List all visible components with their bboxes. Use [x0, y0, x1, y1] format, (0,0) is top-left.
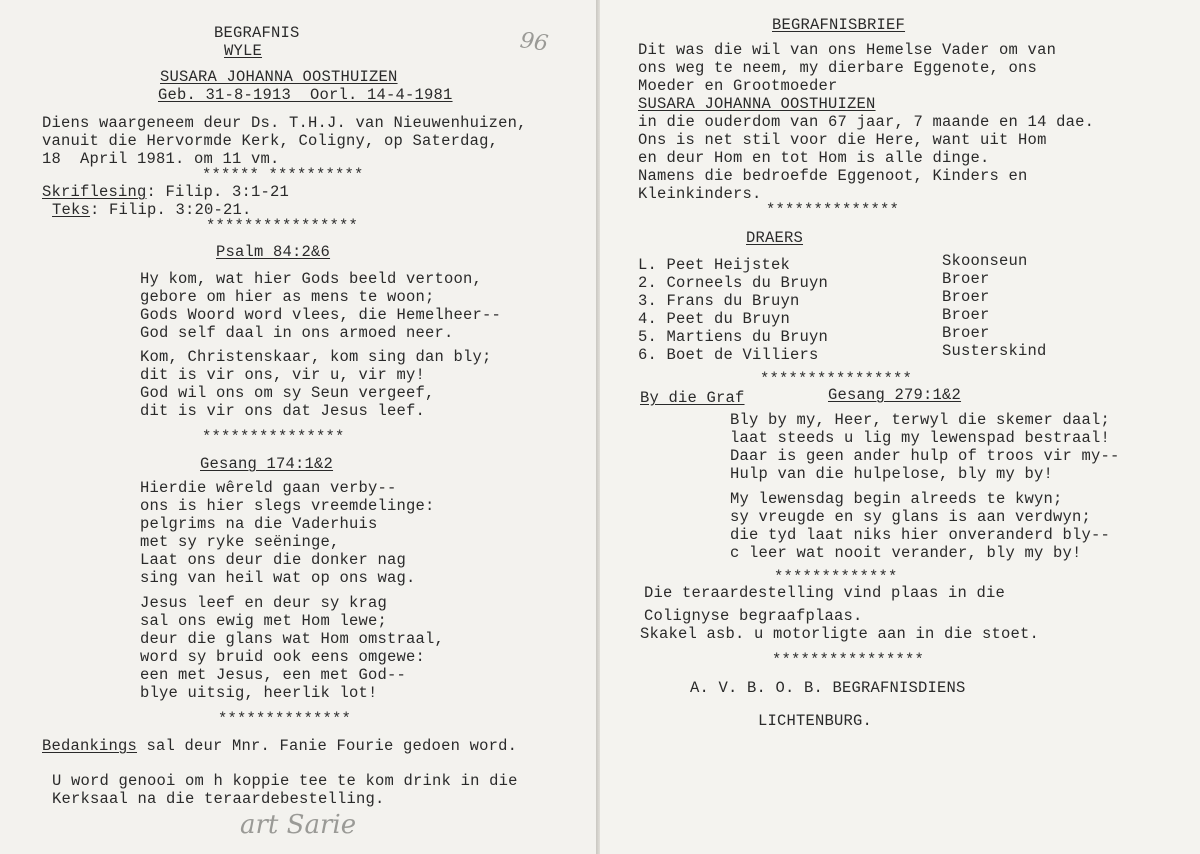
- bearer-relation: Skoonseun: [942, 252, 1028, 270]
- grave-hymn-title: Gesang 279:1&2: [828, 386, 962, 404]
- letter-line: in die ouderdom van 67 jaar, 7 maande en 14 dae.: [638, 113, 1095, 131]
- psalm-line: God wil ons om sy Seun vergeef,: [140, 384, 435, 402]
- invite-line: U word genooi om h koppie tee te kom drink in die: [52, 772, 518, 790]
- burial-line: Skakel asb. u motorligte aan in die stoet.: [640, 625, 1040, 643]
- gesang-line: blye uitsig, heerlik lot!: [140, 684, 378, 702]
- sermon-text-value: : Filip. 3:20-21.: [90, 201, 252, 219]
- deceased-name: SUSARA JOHANNA OOSTHUIZEN: [160, 68, 398, 86]
- letter-title: BEGRAFNISBRIEF: [772, 16, 906, 34]
- undertaker-name: A. V. B. O. B. BEGRAFNISDIENS: [690, 679, 966, 697]
- service-line: 18 April 1981. om 11 vm.: [42, 150, 280, 168]
- hymn-line: Daar is geen ander hulp of troos vir my--: [730, 447, 1120, 465]
- hymn-line: laat steeds u lig my lewenspad bestraal!: [730, 429, 1111, 447]
- burial-line: Die teraardestelling vind plaas in die: [644, 584, 1006, 602]
- letter-line: Namens die bedroefde Eggenoot, Kinders en: [638, 167, 1028, 185]
- grave-label: By die Graf: [640, 389, 745, 407]
- gesang-line: Laat ons deur die donker nag: [140, 551, 407, 569]
- star-divider: ***************: [202, 428, 345, 446]
- star-divider: **************: [766, 201, 900, 219]
- title-begrafnis: BEGRAFNIS: [214, 24, 300, 42]
- bearer-relation: Broer: [942, 288, 990, 306]
- psalm-line: Hy kom, wat hier Gods beeld vertoon,: [140, 270, 483, 288]
- bearer-relation: Broer: [942, 270, 990, 288]
- service-line: vanuit die Hervormde Kerk, Coligny, op Saterdag,: [42, 132, 499, 150]
- hymn-line: sy vreugde en sy glans is aan verdwyn;: [730, 508, 1092, 526]
- gesang-line: Hierdie wêreld gaan verby--: [140, 479, 397, 497]
- title-wyle: WYLE: [224, 42, 263, 60]
- letter-line: Dit was die wil van ons Hemelse Vader om van: [638, 41, 1057, 59]
- psalm-line: dit is vir ons dat Jesus leef.: [140, 402, 426, 420]
- letter-line: Ons is net stil voor die Here, want uit Hom: [638, 131, 1047, 149]
- right-page: [600, 0, 1200, 854]
- bearer-name: 3. Frans du Bruyn: [638, 292, 800, 310]
- gesang-title: Gesang 174:1&2: [200, 455, 334, 473]
- sermon-text-label: Teks: [52, 201, 91, 219]
- letter-line: Moeder en Grootmoeder: [638, 77, 838, 95]
- gesang-line: sal ons ewig met Hom lewe;: [140, 612, 388, 630]
- gesang-line: pelgrims na die Vaderhuis: [140, 515, 378, 533]
- hymn-line: die tyd laat niks hier onveranderd bly--: [730, 526, 1111, 544]
- left-page: [0, 0, 596, 854]
- thanks-line: [42, 737, 517, 755]
- gesang-line: ons is hier slegs vreemdelinge:: [140, 497, 435, 515]
- gesang-line: met sy ryke seëninge,: [140, 533, 340, 551]
- letter-line: ons weg te neem, my dierbare Eggenote, ons: [638, 59, 1038, 77]
- bearers-title: DRAERS: [746, 229, 804, 247]
- bearer-name: 6. Boet de Villiers: [638, 346, 819, 364]
- scripture-reading-label: Skriflesing: [42, 183, 147, 201]
- psalm-title: Psalm 84:2&6: [216, 243, 331, 261]
- handwritten-note: art Sarie: [240, 810, 357, 840]
- gesang-line: Jesus leef en deur sy krag: [140, 594, 388, 612]
- deceased-name: SUSARA JOHANNA OOSTHUIZEN: [638, 95, 876, 113]
- life-dates: Geb. 31-8-1913 Oorl. 14-4-1981: [158, 86, 453, 104]
- scripture-reading: [42, 183, 289, 201]
- handwritten-number: 96: [518, 28, 550, 57]
- star-divider: **************: [218, 710, 352, 728]
- bearer-relation: Susterskind: [942, 342, 1047, 360]
- psalm-line: Gods Woord word vlees, die Hemelheer--: [140, 306, 502, 324]
- hymn-line: Bly by my, Heer, terwyl die skemer daal;: [730, 411, 1111, 429]
- psalm-line: gebore om hier as mens te woon;: [140, 288, 435, 306]
- undertaker-town: LICHTENBURG.: [758, 712, 873, 730]
- star-divider: ****************: [772, 651, 925, 669]
- hymn-line: My lewensdag begin alreeds te kwyn;: [730, 490, 1063, 508]
- bearer-name: L. Peet Heijstek: [638, 256, 791, 274]
- bearer-name: 2. Corneels du Bruyn: [638, 274, 829, 292]
- thanks-value: sal deur Mnr. Fanie Fourie gedoen word.: [137, 737, 518, 755]
- thanks-label: Bedankings: [42, 737, 138, 755]
- letter-line: Kleinkinders.: [638, 185, 762, 203]
- bearer-name: 5. Martiens du Bruyn: [638, 328, 829, 346]
- service-line: Diens waargeneem deur Ds. T.H.J. van Nieuwenhuizen,: [42, 114, 527, 132]
- letter-line: en deur Hom en tot Hom is alle dinge.: [638, 149, 990, 167]
- gesang-line: sing van heil wat op ons wag.: [140, 569, 416, 587]
- star-divider: ****************: [760, 370, 913, 388]
- psalm-line: Kom, Christenskaar, kom sing dan bly;: [140, 348, 492, 366]
- star-divider: ****************: [206, 217, 359, 235]
- star-divider: ****** **********: [202, 166, 364, 184]
- invite-line: Kerksaal na die teraardebestelling.: [52, 790, 385, 808]
- star-divider: *************: [774, 568, 898, 586]
- gesang-line: een met Jesus, een met God--: [140, 666, 407, 684]
- bearer-relation: Broer: [942, 306, 990, 324]
- psalm-line: God self daal in ons armoed neer.: [140, 324, 454, 342]
- scripture-reading-value: : Filip. 3:1-21: [146, 183, 290, 201]
- burial-line: Colignyse begraafplaas.: [644, 607, 863, 625]
- gesang-line: word sy bruid ook eens omgewe:: [140, 648, 426, 666]
- bearer-name: 4. Peet du Bruyn: [638, 310, 791, 328]
- hymn-line: Hulp van die hulpelose, bly my by!: [730, 465, 1054, 483]
- gesang-line: deur die glans wat Hom omstraal,: [140, 630, 445, 648]
- psalm-line: dit is vir ons, vir u, vir my!: [140, 366, 426, 384]
- bearer-relation: Broer: [942, 324, 990, 342]
- hymn-line: c leer wat nooit verander, bly my by!: [730, 544, 1082, 562]
